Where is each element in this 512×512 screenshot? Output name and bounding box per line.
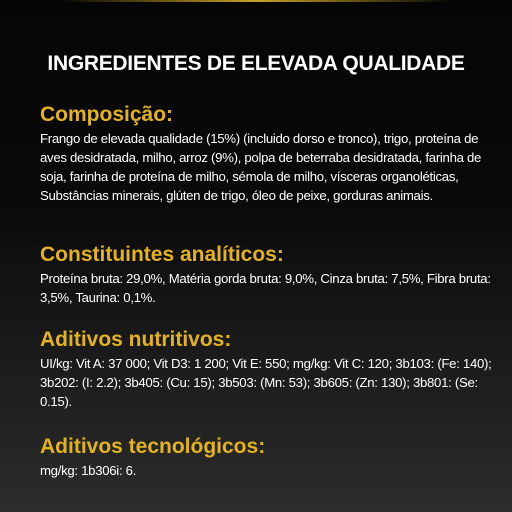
section-body: Frango de elevada qualidade (15%) (incluido dorso e tronco), trigo, proteína de aves desidratada, milho, arroz (9%), polpa de beterraba desidratada, farinha de soja, farinha de proteína de milho, sémola de milho, vísceras organoléticas, Substâncias minerais, glúten de trigo, óleo de peixe, gorduras animais. (40, 131, 482, 203)
section-aditivos-tecnologicos (40, 436, 492, 480)
section-heading: Aditivos nutritivos: (40, 328, 232, 351)
section-body: mg/kg: 1b306i: 6. (40, 463, 137, 478)
page-title: INGREDIENTES DE ELEVADA QUALIDADE (47, 52, 465, 75)
top-gold-rule (60, 0, 452, 2)
section-heading: Constituintes analíticos: (40, 243, 284, 266)
section-heading: Composição: (40, 103, 174, 126)
section-body: UI/kg: Vit A: 37 000; Vit D3: 1 200; Vit E: 550; mg/kg: Vit C: 120; 3b103: (Fe: 140); 3b202: (I: 2.2); 3b405: (Cu: 15); 3b503: (Mn: 53); 3b605: (Zn: 130); 3b801: (Se: 0.15). (40, 356, 492, 409)
section-composicao (40, 104, 492, 205)
section-aditivos-nutritivos (40, 329, 492, 411)
section-constituintes-analiticos (40, 244, 492, 307)
section-heading: Aditivos tecnológicos: (40, 435, 266, 458)
section-body: Proteína bruta: 29,0%, Matéria gorda bruta: 9,0%, Cinza bruta: 7,5%, Fibra bruta: 3,5%, Taurina: 0,1%. (40, 271, 491, 305)
